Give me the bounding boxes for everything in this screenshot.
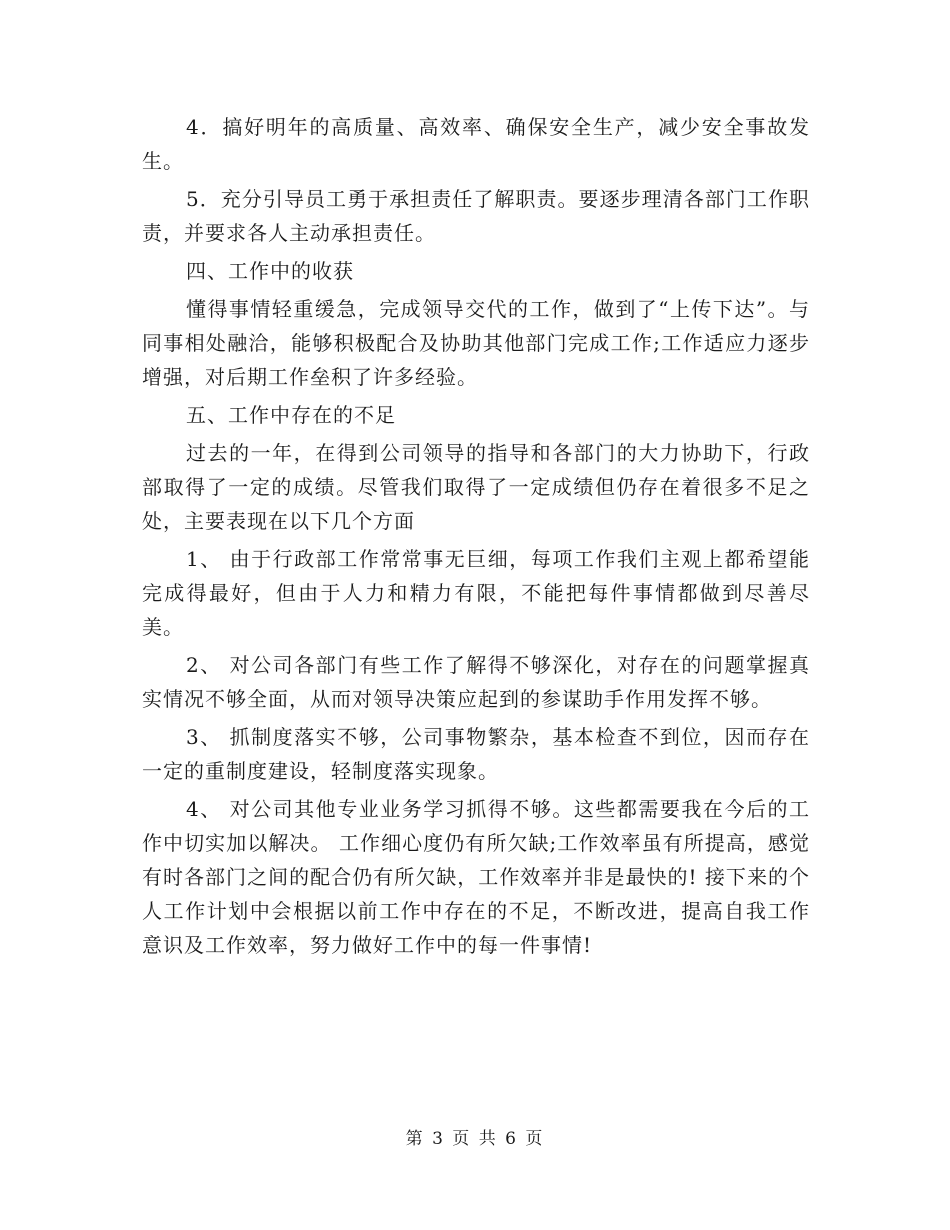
paragraph-shortcoming-2: 2、 对公司各部门有些工作了解得不够深化，对存在的问题掌握真实情况不够全面，从而对领导决策应起到的参谋助手作用发挥不够。 xyxy=(142,653,810,711)
paragraph-shortcomings-intro: 过去的一年，在得到公司领导的指导和各部门的大力协助下，行政部取得了一定的成绩。尽管我们取得了一定成绩但仍存在着很多不足之处，主要表现在以下几个方面 xyxy=(142,441,810,533)
page-number-footer: 第 3 页 共 6 页 xyxy=(405,1129,545,1149)
paragraph-item-5: 5．充分引导员工勇于承担责任了解职责。要逐步理清各部门工作职责，并要求各人主动承担责任。 xyxy=(142,187,810,245)
paragraph-shortcoming-1: 1、 由于行政部工作常常事无巨细，每项工作我们主观上都希望能完成得最好，但由于人力和精力有限，不能把每件事情都做到尽善尽美。 xyxy=(142,547,810,639)
section-heading-gains: 四、工作中的收获 xyxy=(186,259,354,283)
document-body xyxy=(142,110,810,966)
paragraph-gains: 懂得事情轻重缓急，完成领导交代的工作，做到了“上传下达”。与同事相处融洽，能够积极配合及协助其他部门完成工作;工作适应力逐步增强，对后期工作垒积了许多经验。 xyxy=(142,297,810,389)
section-heading-shortcomings: 五、工作中存在的不足 xyxy=(186,403,396,427)
paragraph-item-4: 4．搞好明年的高质量、高效率、确保安全生产，减少安全事故发生。 xyxy=(142,115,810,173)
paragraph-shortcoming-4: 4、 对公司其他专业业务学习抓得不够。这些都需要我在今后的工作中切实加以解决。 工作细心度仍有所欠缺;工作效率虽有所提高，感觉有时各部门之间的配合仍有所欠缺，工作效率并非是最快的! 接下来的个人工作计划中会根据以前工作中存在的不足，不断改进，提高自我工作意识及工作效率，努力做好工作中的每一件事情! xyxy=(142,797,810,957)
paragraph-shortcoming-3: 3、 抓制度落实不够，公司事物繁杂，基本检查不到位，因而存在一定的重制度建设，轻制度落实现象。 xyxy=(142,725,810,783)
